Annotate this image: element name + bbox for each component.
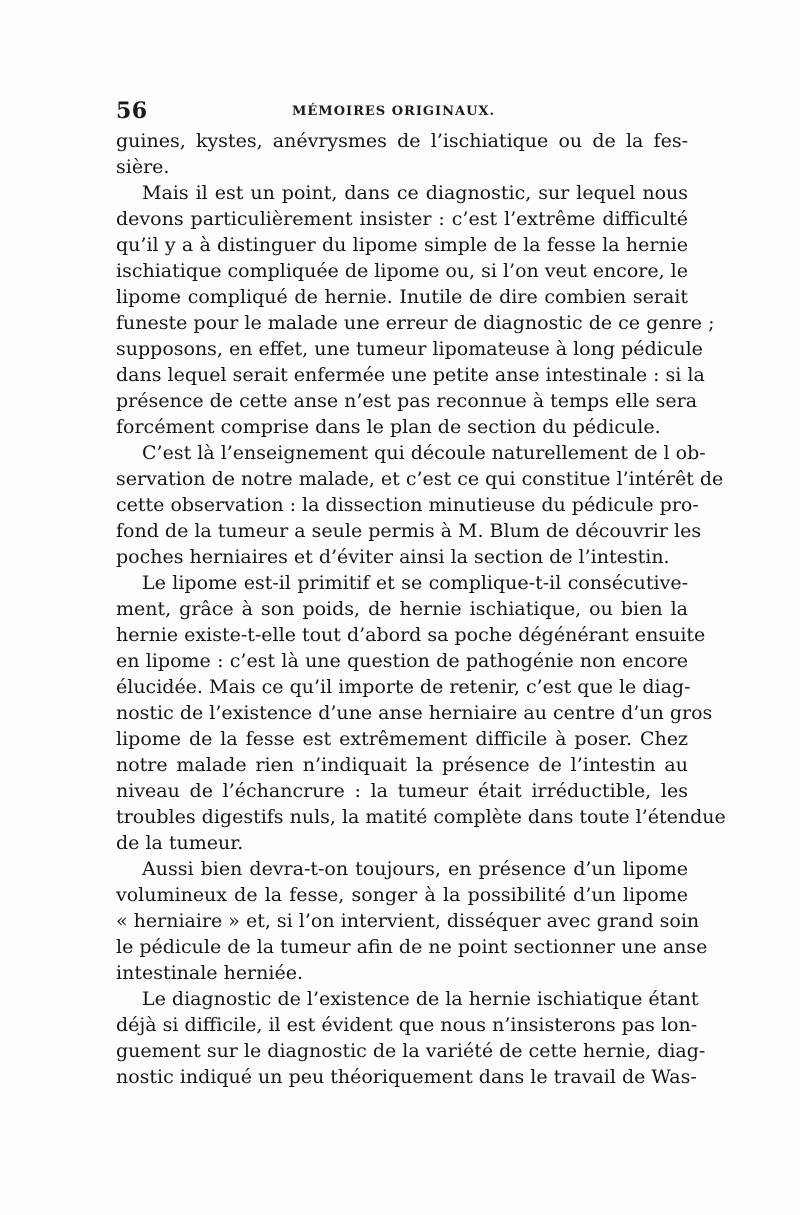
text-line: troubles digestifs nuls, la matité complète dans toute l’étendue xyxy=(116,806,726,828)
paragraph-start-line: Aussi bien devra-t-on toujours, en présence d’un lipome xyxy=(142,858,688,880)
text-line: présence de cette anse n’est pas reconnue à temps elle sera xyxy=(116,390,698,412)
page-number: 56 xyxy=(116,98,148,124)
text-line: déjà si difficile, il est évident que nous n’insisterons pas lon- xyxy=(116,1014,698,1036)
text-line: de la tumeur. xyxy=(116,832,244,854)
text-line: en lipome : c’est là une question de pathogénie non encore xyxy=(116,650,688,672)
running-title: MÉMOIRES ORIGINAUX. xyxy=(292,104,496,119)
text-line: élucidée. Mais ce qu’il importe de retenir, c’est que le diag- xyxy=(116,676,691,698)
text-line: qu’il y a à distinguer du lipome simple de la fesse la hernie xyxy=(116,234,688,256)
text-line: poches herniaires et d’éviter ainsi la section de l’intestin. xyxy=(116,546,670,568)
paragraph-start-line: Le diagnostic de l’existence de la hernie ischiatique étant xyxy=(142,988,699,1010)
text-line: fond de la tumeur a seule permis à M. Blum de découvrir les xyxy=(116,520,702,542)
text-line: lipome de la fesse est extrêmement difficile à poser. Chez xyxy=(116,728,688,750)
text-line: ischiatique compliquée de lipome ou, si l’on veut encore, le xyxy=(116,260,688,282)
body-text xyxy=(116,128,726,1090)
text-line: funeste pour le malade une erreur de diagnostic de ce genre ; xyxy=(116,312,715,334)
paragraph-start-line: Mais il est un point, dans ce diagnostic, sur lequel nous xyxy=(142,182,688,204)
text-line: hernie existe-t-elle tout d’abord sa poche dégénérant ensuite xyxy=(116,624,706,646)
text-line: ment, grâce à son poids, de hernie ischiatique, ou bien la xyxy=(116,598,688,620)
paragraph-start-line: C’est là l’enseignement qui découle naturellement de l ob- xyxy=(142,442,706,464)
text-line: sière. xyxy=(116,156,170,178)
text-line: guement sur le diagnostic de la variété de cette hernie, diag- xyxy=(116,1040,706,1062)
text-line: supposons, en effet, une tumeur lipomateuse à long pédicule xyxy=(116,338,703,360)
text-line: guines, kystes, anévrysmes de l’ischiatique ou de la fes- xyxy=(116,130,688,152)
text-line: nostic indiqué un peu théoriquement dans le travail de Was- xyxy=(116,1066,697,1088)
text-line: lipome compliqué de hernie. Inutile de dire combien serait xyxy=(116,286,688,308)
text-line: « herniaire » et, si l’on intervient, disséquer avec grand soin xyxy=(116,910,700,932)
paragraph-start-line: Le lipome est-il primitif et se complique-t-il consécutive- xyxy=(142,572,688,594)
text-line: servation de notre malade, et c’est ce qui constitue l’intérêt de xyxy=(116,468,724,490)
text-line: cette observation : la dissection minutieuse du pédicule pro- xyxy=(116,494,699,516)
text-line: intestinale herniée. xyxy=(116,962,303,984)
text-line: devons particulièrement insister : c’est l’extrême difficulté xyxy=(116,208,688,230)
text-line: notre malade rien n’indiquait la présence de l’intestin au xyxy=(116,754,688,776)
text-line: nostic de l’existence d’une anse herniaire au centre d’un gros xyxy=(116,702,713,724)
text-line: niveau de l’échancrure : la tumeur était irréductible, les xyxy=(116,780,688,802)
text-line: volumineux de la fesse, songer à la possibilité d’un lipome xyxy=(116,884,688,906)
text-line: le pédicule de la tumeur afin de ne point sectionner une anse xyxy=(116,936,708,958)
text-line: dans lequel serait enfermée une petite anse intestinale : si la xyxy=(116,364,705,386)
page-header xyxy=(116,98,684,128)
text-line: forcément comprise dans le plan de section du pédicule. xyxy=(116,416,661,438)
